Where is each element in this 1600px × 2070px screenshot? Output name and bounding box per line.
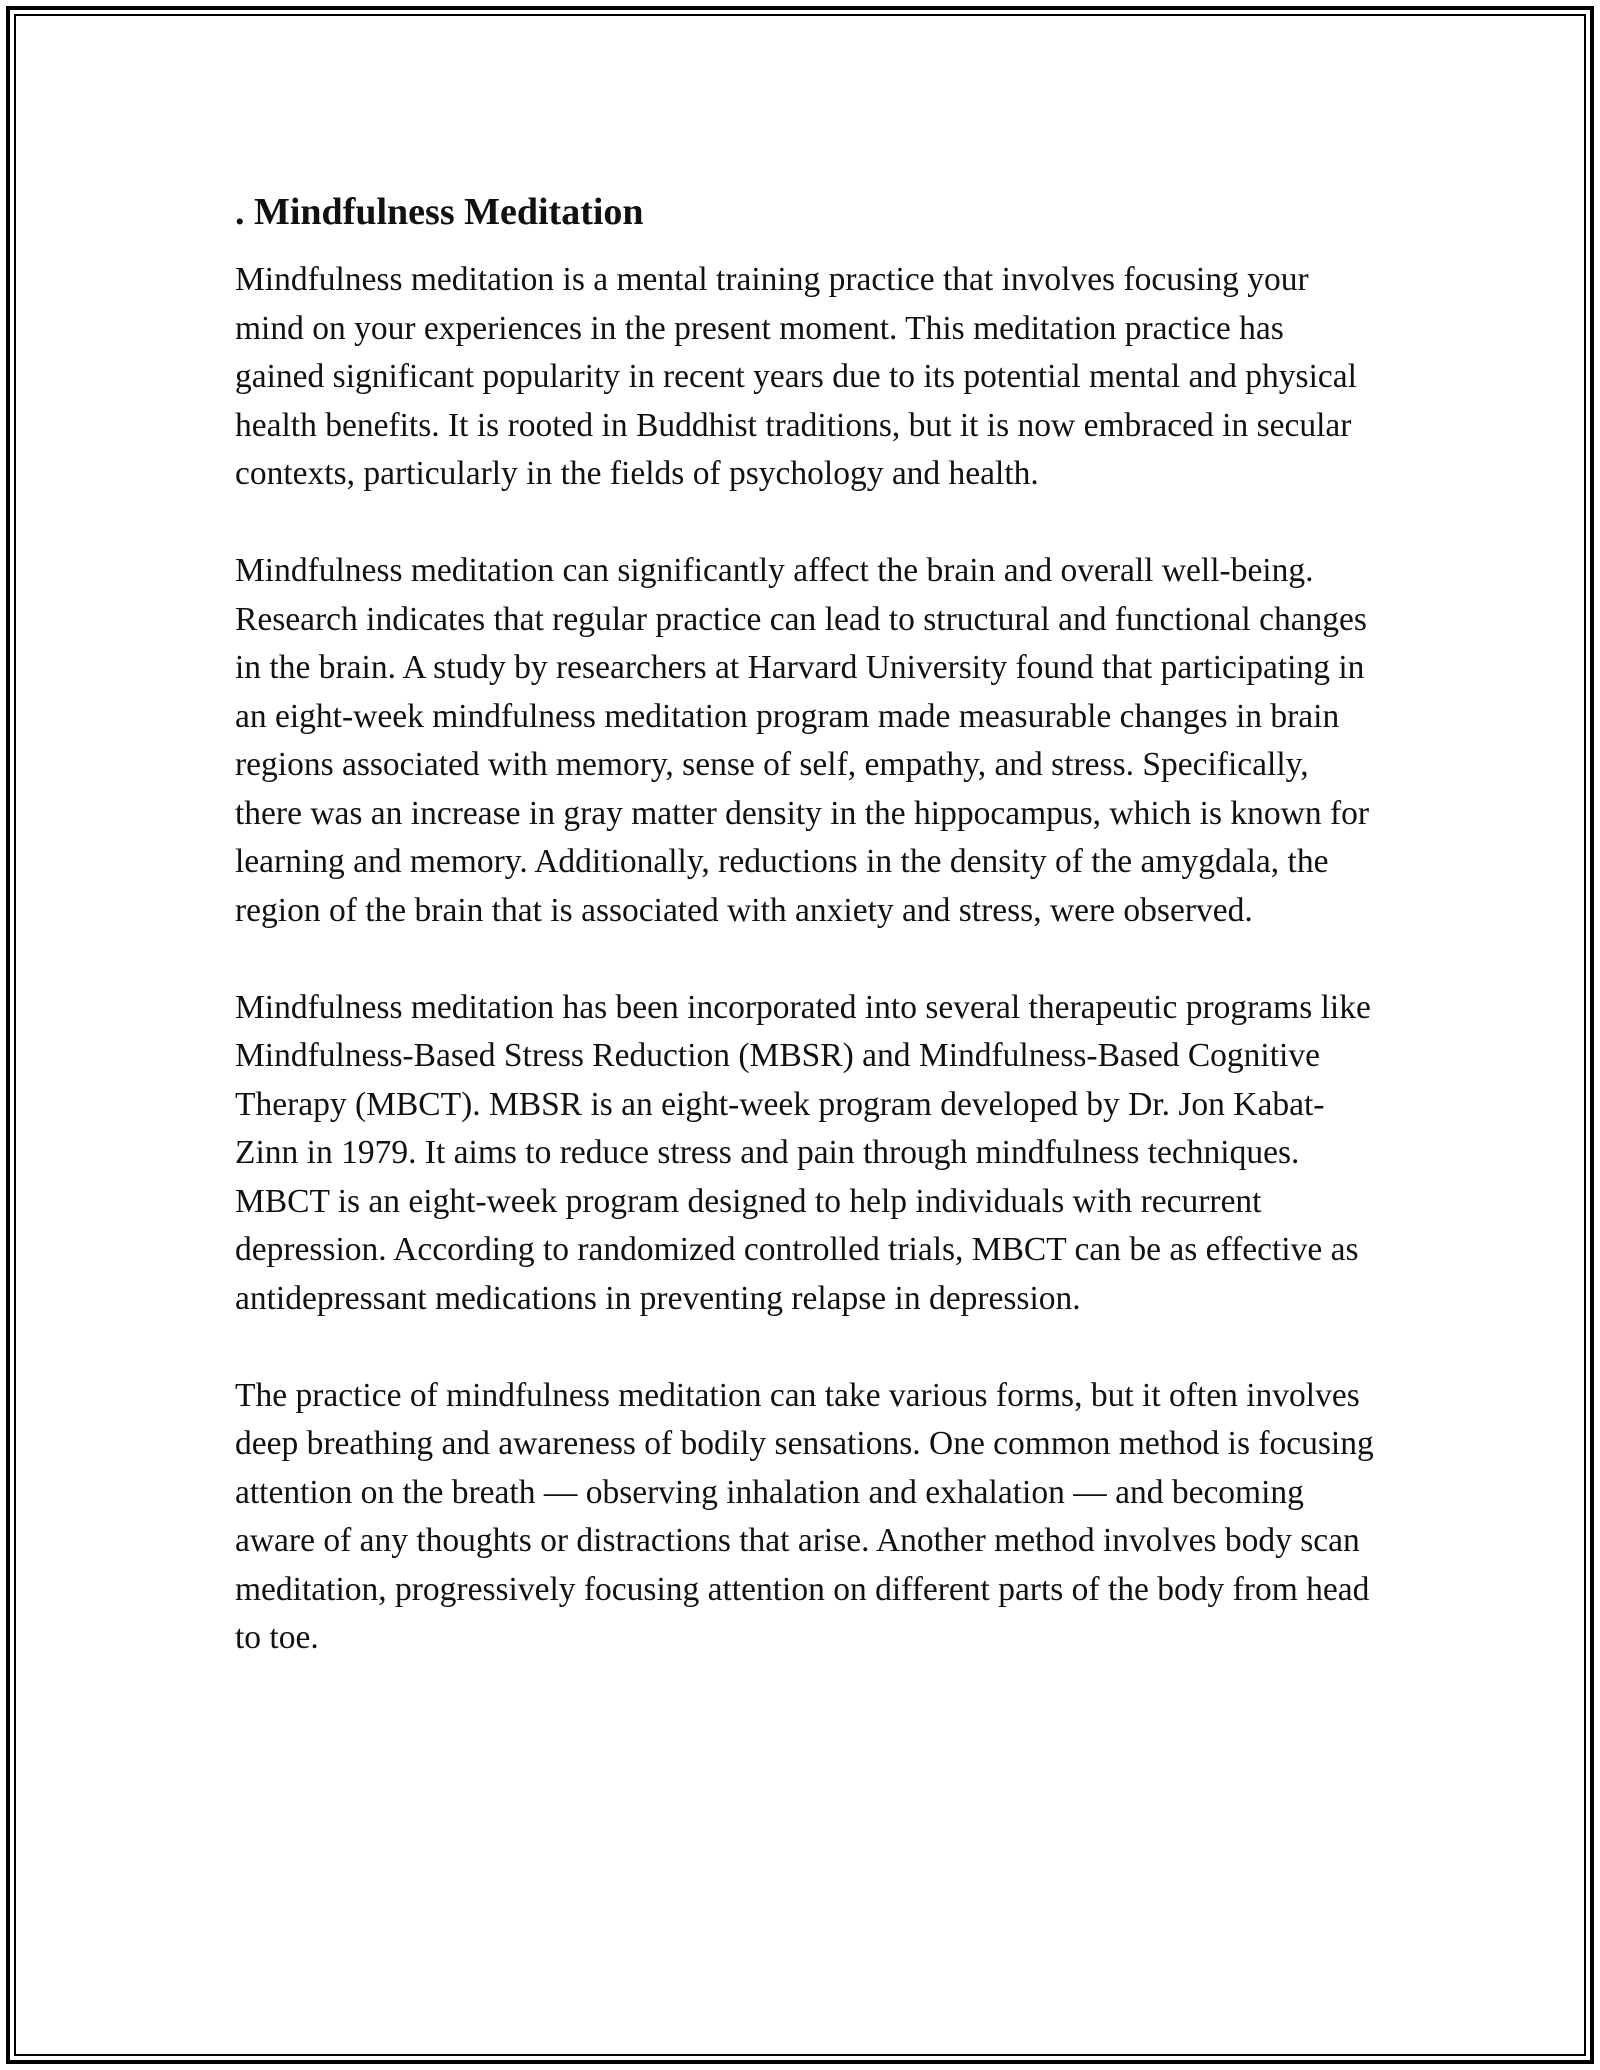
paragraph-practice-forms: The practice of mindfulness meditation can take various forms, but it often involves deep breathing and awareness of bodily sensations. One common method is focusing attention on the breath — observing inhalation and exhalation — and becoming aware of any thoughts or distractions that arise. Another method involves body scan meditation, progressively focusing attention on different parts of the body from head to toe. [235, 1376, 1374, 1656]
section-heading: . Mindfulness Meditation [235, 191, 644, 233]
paragraph-therapeutic-programs: Mindfulness meditation has been incorporated into several therapeutic programs like Mindfulness-Based Stress Reduction (MBSR) and Mindfulness-Based Cognitive Therapy (MBCT). MBSR is an eight-week program developed by Dr. Jon Kabat-Zinn in 1979. It aims to reduce stress and pain through mindfulness techniques. MBCT is an eight-week program designed to help individuals with recurrent depression. According to randomized controlled trials, MBCT can be as effective as antidepressant medications in preventing relapse in depression. [235, 988, 1371, 1317]
document-body [235, 186, 1375, 1711]
paragraph-intro: Mindfulness meditation is a mental training practice that involves focusing your mind on your experiences in the present moment. This meditation practice has gained significant popularity in recent years due to its potential mental and physical health benefits. It is rooted in Buddhist traditions, but it is now embraced in secular contexts, particularly in the fields of psychology and health. [235, 261, 1357, 492]
paragraph-brain-effects: Mindfulness meditation can significantly affect the brain and overall well-being. Research indicates that regular practice can lead to structural and functional changes in the brain. A study by researchers at Harvard University found that participating in an eight-week mindfulness meditation program made measurable changes in brain regions associated with memory, sense of self, empathy, and stress. Specifically, there was an increase in gray matter density in the hippocampus, which is known for learning and memory. Additionally, reductions in the density of the amygdala, the region of the brain that is associated with anxiety and stress, were observed. [235, 552, 1370, 929]
